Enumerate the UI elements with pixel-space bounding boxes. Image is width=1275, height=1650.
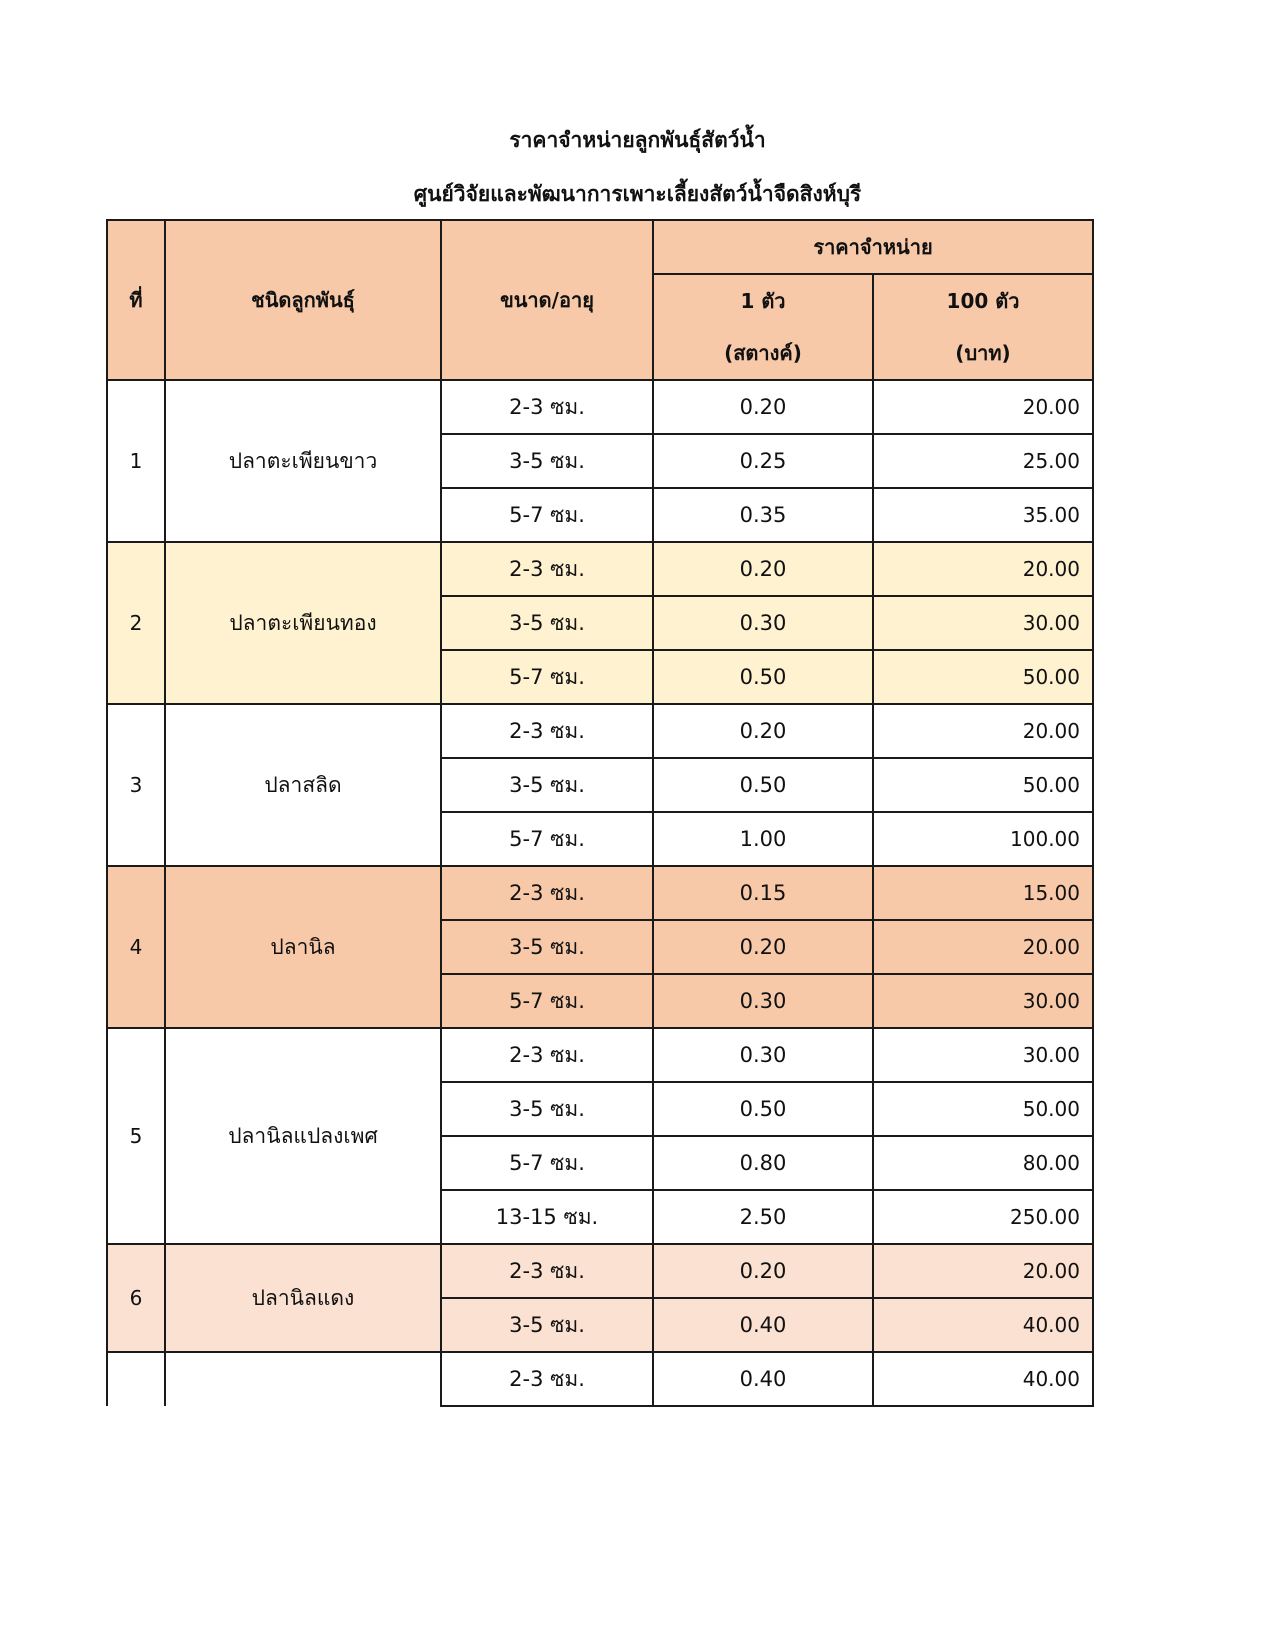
cell-size: 3-5 ซม. [441,1298,653,1352]
table-row [107,542,1093,596]
cell-species: ปลาตะเพียนขาว [165,380,441,542]
cell-price-100: 30.00 [873,1028,1093,1082]
cell-price-1: 0.30 [653,1028,873,1082]
cell-size: 3-5 ซม. [441,758,653,812]
cell-price-100: 50.00 [873,1082,1093,1136]
cell-price-1: 1.00 [653,812,873,866]
table-row [107,866,1093,920]
cell-price-100: 20.00 [873,920,1093,974]
cell-size: 2-3 ซม. [441,1352,653,1406]
cell-price-100: 20.00 [873,542,1093,596]
cell-price-1: 0.50 [653,650,873,704]
header-unit-1-currency: (สตางค์) [724,341,802,365]
cell-size: 5-7 ซม. [441,974,653,1028]
table-row [107,380,1093,434]
cell-size: 3-5 ซม. [441,920,653,974]
cell-no: 6 [107,1244,165,1352]
cell-price-100: 35.00 [873,488,1093,542]
header-no: ที่ [107,220,165,380]
header-unit-100-currency: (บาท) [955,341,1011,365]
cell-price-100: 80.00 [873,1136,1093,1190]
cell-species: ปลาสลิด [165,704,441,866]
cell-size: 5-7 ซม. [441,812,653,866]
cell-size: 2-3 ซม. [441,1028,653,1082]
cell-price-1: 2.50 [653,1190,873,1244]
page-title: ราคาจำหน่ายลูกพันธุ์สัตว์น้ำ [509,128,766,152]
cell-price-1: 0.50 [653,1082,873,1136]
cell-species: ปลานิล [165,866,441,1028]
cell-price-100: 50.00 [873,650,1093,704]
table-body [107,380,1093,1406]
header-size: ขนาด/อายุ [441,220,653,380]
cell-price-100: 20.00 [873,1244,1093,1298]
page-subtitle: ศูนย์วิจัยและพัฒนาการเพาะเลี้ยงสัตว์น้ำจืดสิงห์บุรี [413,182,862,206]
cell-price-1: 0.20 [653,1244,873,1298]
cell-price-100: 20.00 [873,380,1093,434]
cell-no: 4 [107,866,165,1028]
cell-price-1: 0.50 [653,758,873,812]
cell-size: 5-7 ซม. [441,488,653,542]
cell-size: 3-5 ซม. [441,434,653,488]
cell-price-1: 0.30 [653,974,873,1028]
header-species: ชนิดลูกพันธุ์ [165,220,441,380]
cell-price-1: 0.30 [653,596,873,650]
cell-no: 1 [107,380,165,542]
cell-no [107,1352,165,1406]
cell-price-1: 0.15 [653,866,873,920]
table-row [107,1244,1093,1298]
header-unit-100 [873,274,1093,380]
cell-species: ปลาตะเพียนทอง [165,542,441,704]
cell-price-100: 40.00 [873,1352,1093,1406]
cell-price-100: 30.00 [873,974,1093,1028]
cell-size: 5-7 ซม. [441,650,653,704]
cell-size: 2-3 ซม. [441,542,653,596]
cell-size: 13-15 ซม. [441,1190,653,1244]
table-row [107,1352,1093,1406]
cell-price-1: 0.80 [653,1136,873,1190]
cell-price-100: 250.00 [873,1190,1093,1244]
cell-price-100: 30.00 [873,596,1093,650]
cell-price-1: 0.35 [653,488,873,542]
cell-species: ปลานิลแดง [165,1244,441,1352]
cell-price-100: 15.00 [873,866,1093,920]
cell-species: ปลานิลแปลงเพศ [165,1028,441,1244]
price-table [106,219,1094,1407]
cell-price-100: 25.00 [873,434,1093,488]
cell-size: 2-3 ซม. [441,380,653,434]
cell-price-1: 0.40 [653,1352,873,1406]
table-row [107,704,1093,758]
cell-species [165,1352,441,1406]
cell-price-1: 0.25 [653,434,873,488]
header-unit-100-label: 100 ตัว [946,289,1020,313]
cell-no: 5 [107,1028,165,1244]
cell-price-1: 0.20 [653,704,873,758]
cell-price-1: 0.20 [653,920,873,974]
cell-price-100: 20.00 [873,704,1093,758]
cell-size: 2-3 ซม. [441,704,653,758]
cell-no: 2 [107,542,165,704]
table-header [107,220,1093,380]
cell-size: 3-5 ซม. [441,596,653,650]
cell-price-1: 0.20 [653,380,873,434]
cell-price-1: 0.40 [653,1298,873,1352]
cell-size: 2-3 ซม. [441,1244,653,1298]
cell-size: 2-3 ซม. [441,866,653,920]
header-unit-1-label: 1 ตัว [740,289,786,313]
header-price: ราคาจำหน่าย [653,220,1093,274]
cell-price-1: 0.20 [653,542,873,596]
cell-size: 3-5 ซม. [441,1082,653,1136]
header-unit-1 [653,274,873,380]
cell-price-100: 100.00 [873,812,1093,866]
cell-size: 5-7 ซม. [441,1136,653,1190]
table-row [107,1028,1093,1082]
cell-price-100: 50.00 [873,758,1093,812]
cell-no: 3 [107,704,165,866]
cell-price-100: 40.00 [873,1298,1093,1352]
